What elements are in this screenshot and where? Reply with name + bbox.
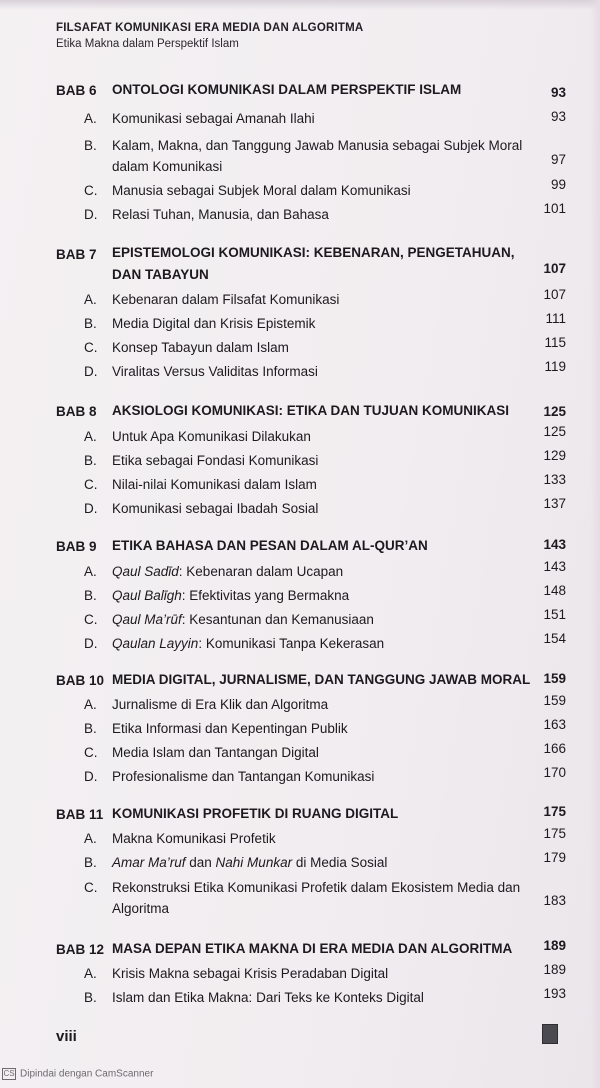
section-letter: A.: [84, 564, 97, 579]
section-title: Manusia sebagai Subjek Moral dalam Komunikasi: [112, 183, 411, 198]
section-title: Islam dan Etika Makna: Dari Teks ke Konteks Digital: [112, 990, 424, 1005]
section-page: 170: [543, 765, 566, 780]
chapter-title: MASA DEPAN ETIKA MAKNA DI ERA MEDIA DAN ALGORITMA: [112, 941, 513, 956]
section-term: Qaul Sadīd: [112, 564, 179, 579]
running-head-subtitle: Etika Makna dalam Perspektif Islam: [56, 38, 239, 50]
section-letter: A.: [84, 697, 97, 712]
section-letter: D.: [84, 501, 98, 516]
section-title: Relasi Tuhan, Manusia, dan Bahasa: [112, 207, 329, 222]
section-title: [112, 852, 542, 873]
section-title: Rekonstruksi Etika Komunikasi Profetik dalam Ekosistem Media dan Algoritma: [112, 880, 521, 916]
section-title: [112, 561, 542, 582]
section-page: 119: [544, 359, 566, 374]
section-title: Untuk Apa Komunikasi Dilakukan: [112, 429, 311, 444]
section-page: 93: [550, 109, 566, 124]
section-title-mid: dan: [185, 855, 216, 870]
section-letter: A.: [84, 966, 97, 981]
section-letter: B.: [84, 855, 97, 870]
section-letter: A.: [84, 111, 97, 126]
chapter-title: ETIKA BAHASA DAN PESAN DALAM AL-QUR’AN: [112, 538, 428, 553]
section-letter: A.: [84, 429, 97, 444]
chapter-number: BAB 9: [56, 539, 97, 554]
section-page: 115: [544, 335, 566, 350]
chapter-page: 93: [550, 85, 566, 100]
section-page: 143: [543, 559, 566, 574]
section-letter: B.: [84, 453, 97, 468]
section-page: 97: [550, 152, 566, 167]
section-page: 166: [543, 741, 566, 756]
section-letter: C.: [84, 880, 98, 895]
section-title-rest: : Kesantunan dan Kemanusiaan: [181, 612, 374, 627]
section-letter: A.: [84, 292, 97, 307]
section-letter: B.: [84, 138, 97, 153]
section-letter: B.: [84, 316, 97, 331]
section-title: Krisis Makna sebagai Krisis Peradaban Digital: [112, 966, 389, 981]
section-letter: C.: [84, 745, 98, 760]
section-title: Makna Komunikasi Profetik: [112, 831, 276, 846]
section-page: 111: [545, 311, 566, 326]
section-letter: B.: [84, 588, 97, 603]
section-page: 175: [543, 826, 566, 841]
section-letter: B.: [84, 990, 97, 1005]
chapter-number: BAB 7: [56, 247, 97, 262]
section-title-rest: : Efektivitas yang Bermakna: [181, 588, 350, 603]
section-page: 183: [543, 893, 566, 908]
section-title: Profesionalisme dan Tantangan Komunikasi: [112, 769, 375, 784]
section-page: 179: [543, 850, 566, 865]
section-letter: D.: [84, 207, 98, 222]
section-letter: D.: [84, 769, 98, 784]
section-title: [112, 585, 542, 606]
chapter-number: BAB 8: [56, 404, 97, 419]
section-page: 101: [543, 201, 566, 216]
section-letter: D.: [84, 636, 98, 651]
section-page: 148: [543, 583, 566, 598]
section-page: 99: [550, 177, 566, 192]
section-page: 189: [543, 962, 566, 977]
section-letter: C.: [84, 477, 98, 492]
chapter-page: 159: [543, 671, 566, 686]
section-letter: C.: [84, 183, 98, 198]
section-term: Nahi Munkar: [215, 855, 293, 870]
page-number: viii: [56, 1028, 77, 1045]
section-letter: C.: [84, 340, 98, 355]
scanner-text: Dipindai dengan CamScanner: [20, 1068, 154, 1080]
chapter-page: 125: [543, 404, 566, 419]
section-letter: D.: [84, 364, 98, 379]
chapter-title: KOMUNIKASI PROFETIK DI RUANG DIGITAL: [112, 806, 399, 821]
chapter-title: AKSIOLOGI KOMUNIKASI: ETIKA DAN TUJUAN KOMUNIKASI: [112, 403, 509, 418]
section-page: 163: [543, 717, 566, 732]
section-letter: C.: [84, 612, 98, 627]
chapter-title: EPISTEMOLOGI KOMUNIKASI: KEBENARAN, PENGETAHUAN, DAN TABAYUN: [112, 245, 515, 282]
section-title: Etika sebagai Fondasi Komunikasi: [112, 453, 319, 468]
section-title: Komunikasi sebagai Ibadah Sosial: [112, 501, 319, 516]
chapter-number: BAB 12: [56, 942, 105, 957]
section-title: Etika Informasi dan Kepentingan Publik: [112, 721, 348, 736]
section-title-rest: : Kebenaran dalam Ucapan: [178, 564, 344, 579]
section-title-rest: : Komunikasi Tanpa Kekerasan: [198, 636, 385, 651]
camscanner-icon: CS: [3, 1069, 15, 1078]
section-page: 125: [543, 424, 566, 439]
section-title: Media Digital dan Krisis Epistemik: [112, 316, 316, 331]
section-term: Amar Ma’ruf: [112, 855, 186, 870]
chapter-number: BAB 10: [56, 673, 105, 688]
section-letter: B.: [84, 721, 97, 736]
section-page: 193: [543, 986, 566, 1001]
chapter-page: 143: [543, 537, 566, 552]
running-head-title: FILSAFAT KOMUNIKASI ERA MEDIA DAN ALGORITMA: [56, 22, 364, 34]
section-page: 133: [543, 472, 566, 487]
section-term: Qaul Balīgh: [112, 588, 182, 603]
section-page: 107: [543, 287, 566, 302]
section-title: Media Islam dan Tantangan Digital: [112, 745, 319, 760]
chapter-title: MEDIA DIGITAL, JURNALISME, DAN TANGGUNG JAWAB MORAL: [112, 672, 531, 687]
section-page: 137: [543, 496, 566, 511]
section-title: [112, 633, 542, 654]
section-title: Viralitas Versus Validitas Informasi: [112, 364, 318, 379]
section-title-rest: di Media Sosial: [292, 855, 388, 870]
section-letter: A.: [84, 831, 97, 846]
section-page: 159: [543, 693, 566, 708]
section-title: Jurnalisme di Era Klik dan Algoritma: [112, 697, 329, 712]
corner-tab-mark: [542, 1024, 558, 1044]
section-page: 154: [543, 631, 566, 646]
section-page: 129: [543, 448, 566, 463]
section-title: Konsep Tabayun dalam Islam: [112, 340, 289, 355]
section-title: Kebenaran dalam Filsafat Komunikasi: [112, 292, 340, 307]
section-title: [112, 609, 542, 630]
section-title: Nilai-nilai Komunikasi dalam Islam: [112, 477, 317, 492]
section-title: Kalam, Makna, dan Tanggung Jawab Manusia sebagai Subjek Moral dalam Komunikasi: [112, 138, 523, 174]
chapter-page: 175: [543, 804, 566, 819]
section-title: Komunikasi sebagai Amanah Ilahi: [112, 111, 315, 126]
chapter-number: BAB 6: [56, 83, 97, 98]
section-page: 151: [543, 607, 566, 622]
chapter-page: 107: [543, 261, 566, 276]
section-term: Qaul Ma’rūf: [112, 612, 182, 627]
section-term: Qaulan Layyin: [112, 636, 199, 651]
chapter-title: ONTOLOGI KOMUNIKASI DALAM PERSPEKTIF ISLAM: [112, 82, 462, 97]
chapter-number: BAB 11: [56, 807, 104, 822]
chapter-page: 189: [543, 938, 566, 953]
scanner-watermark: [2, 1068, 153, 1080]
